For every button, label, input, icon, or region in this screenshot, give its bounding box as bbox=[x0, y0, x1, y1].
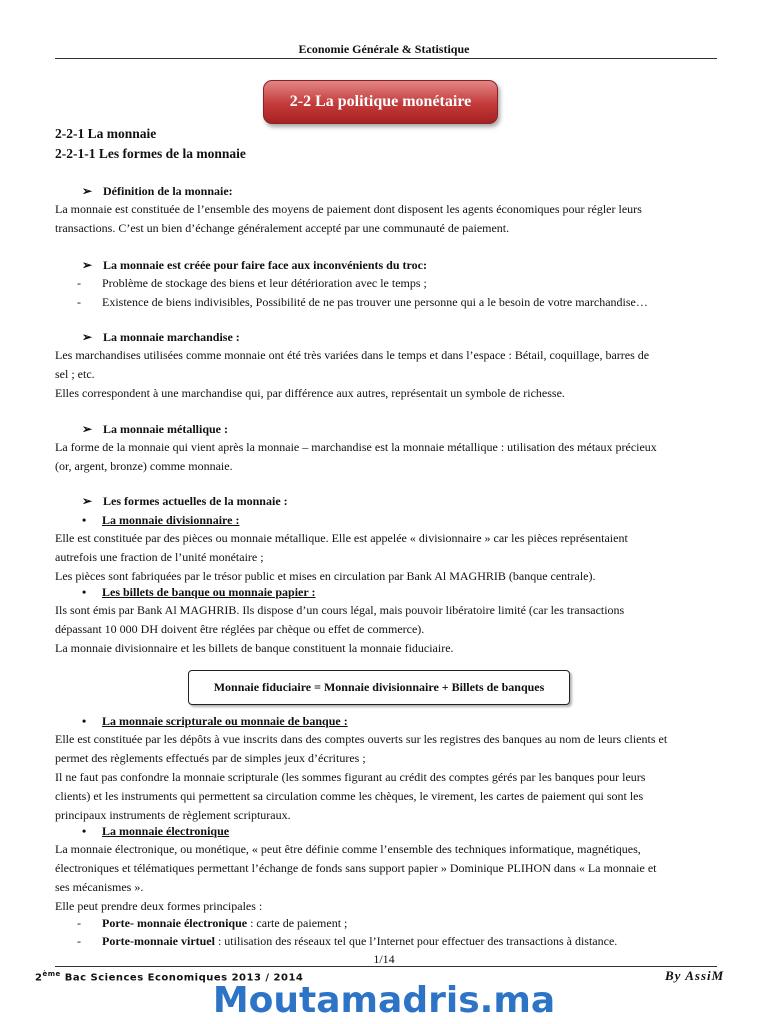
subsection-electronique-title: • La monnaie électronique bbox=[82, 824, 230, 838]
page-number: 1/14 bbox=[373, 952, 395, 966]
arrow-icon: ➢ bbox=[82, 258, 93, 272]
section-definition-title: ➢ Définition de la monnaie: bbox=[82, 184, 233, 198]
header-divider bbox=[55, 58, 717, 59]
dash-icon: - bbox=[77, 916, 81, 930]
section-metallique-title: ➢ La monnaie métallique : bbox=[82, 422, 228, 436]
subsection-scripturale-title: • La monnaie scripturale ou monnaie de banque : bbox=[82, 714, 348, 728]
formula-box bbox=[188, 670, 570, 705]
arrow-icon: ➢ bbox=[82, 494, 93, 508]
arrow-icon: ➢ bbox=[82, 184, 93, 198]
heading-monnaie: 2-2-1 La monnaie bbox=[55, 126, 157, 141]
footer-divider bbox=[55, 966, 717, 967]
metallique-paragraph: La forme de la monnaie qui vient après la monnaie – marchandise est la monnaie métallique : utilisation des métaux précieux (or, argent, bronze) comme monnaie. bbox=[55, 440, 657, 473]
billets-paragraph: Ils sont émis par Bank Al MAGHRIB. Ils dispose d’un cours légal, mais pouvoir libératoire limité (car les transactions dépassant 10 000 DH doivent être réglées par chèque ou effet de commerce). La monnaie divisionnaire et les billets de banque constituent la monnaie fiduciaire. bbox=[55, 603, 625, 655]
dash-icon: - bbox=[77, 276, 81, 290]
brand-logo-text: Moutamadris.ma bbox=[212, 980, 556, 1021]
section-title-label: 2-2 La politique monétaire bbox=[289, 93, 472, 110]
definition-paragraph: La monnaie est constituée de l’ensemble des moyens de paiement dont disposent les agents économiques pour régler leurs transactions. C’est un bien d’échange généralement accepté par une communauté de paiement. bbox=[55, 202, 642, 235]
subsection-billets-title: • Les billets de banque ou monnaie papier : bbox=[82, 585, 316, 599]
bullet-icon: • bbox=[82, 714, 87, 728]
section-formes-actuelles-title: ➢ Les formes actuelles de la monnaie : bbox=[82, 494, 288, 508]
subsection-divisionnaire-title: • La monnaie divisionnaire : bbox=[82, 513, 240, 527]
electronique-paragraph: La monnaie électronique, ou monétique, « peut être définie comme l’ensemble des techniques informatique, magnétiques, électroniques et télématiques permettant l’échange de fonds sans support papier » Dominique PLIHON dans « La monnaie et ses mécanismes ». Elle peut prendre deux formes principales : bbox=[55, 842, 657, 913]
section-title-box bbox=[263, 80, 498, 124]
arrow-icon: ➢ bbox=[82, 330, 93, 344]
dash-icon: - bbox=[77, 295, 81, 309]
bullet-icon: • bbox=[82, 513, 87, 527]
marchandise-paragraph: Les marchandises utilisées comme monnaie ont été très variées dans le temps et dans l’espace : Bétail, coquillage, barres de sel ; etc. Elles correspondent à une marchandise qui, par différence aux autres, représentait un symbole de richesse. bbox=[55, 348, 650, 400]
bullet-icon: • bbox=[82, 824, 87, 838]
heading-formes-monnaie: 2-2-1-1 Les formes de la monnaie bbox=[55, 146, 246, 161]
section-marchandise-title: ➢ La monnaie marchandise : bbox=[82, 330, 240, 344]
section-troc-title: ➢ La monnaie est créée pour faire face aux inconvénients du troc: bbox=[82, 258, 427, 272]
footer-author: By AssiM bbox=[665, 968, 725, 983]
bullet-icon: • bbox=[82, 585, 87, 599]
divisionnaire-paragraph: Elle est constituée par des pièces ou monnaie métallique. Elle est appelée « divisionnaire » car les pièces représentaient autrefois une fraction de l’unité monétaire ; Les pièces sont fabriquées par le trésor public et mises en circulation par Bank Al MAGHRIB (banque centrale). bbox=[55, 531, 628, 583]
page-header-title: Economie Générale & Statistique bbox=[298, 42, 470, 56]
footer-level: 2ème Bac Sciences Economiques 2013 / 2014 bbox=[35, 970, 304, 984]
formula-text: Monnaie fiduciaire = Monnaie divisionnaire + Billets de banques bbox=[213, 680, 545, 694]
scripturale-paragraph: Elle est constituée par les dépôts à vue inscrits dans des comptes ouverts sur les registres des banques au nom de leurs clients et permet des règlements effectués par de simples jeux d’écritures ; Il ne faut pas confondre la monnaie scripturale (les sommes figurant au crédit des comptes gérés par les banques pour leurs clients) et les instruments qui permettent sa circulation comme les chèques, le virement, les cartes de paiement qui sont les principaux instruments de règlement scripturaux. bbox=[55, 732, 668, 822]
dash-icon: - bbox=[77, 934, 81, 948]
arrow-icon: ➢ bbox=[82, 422, 93, 436]
